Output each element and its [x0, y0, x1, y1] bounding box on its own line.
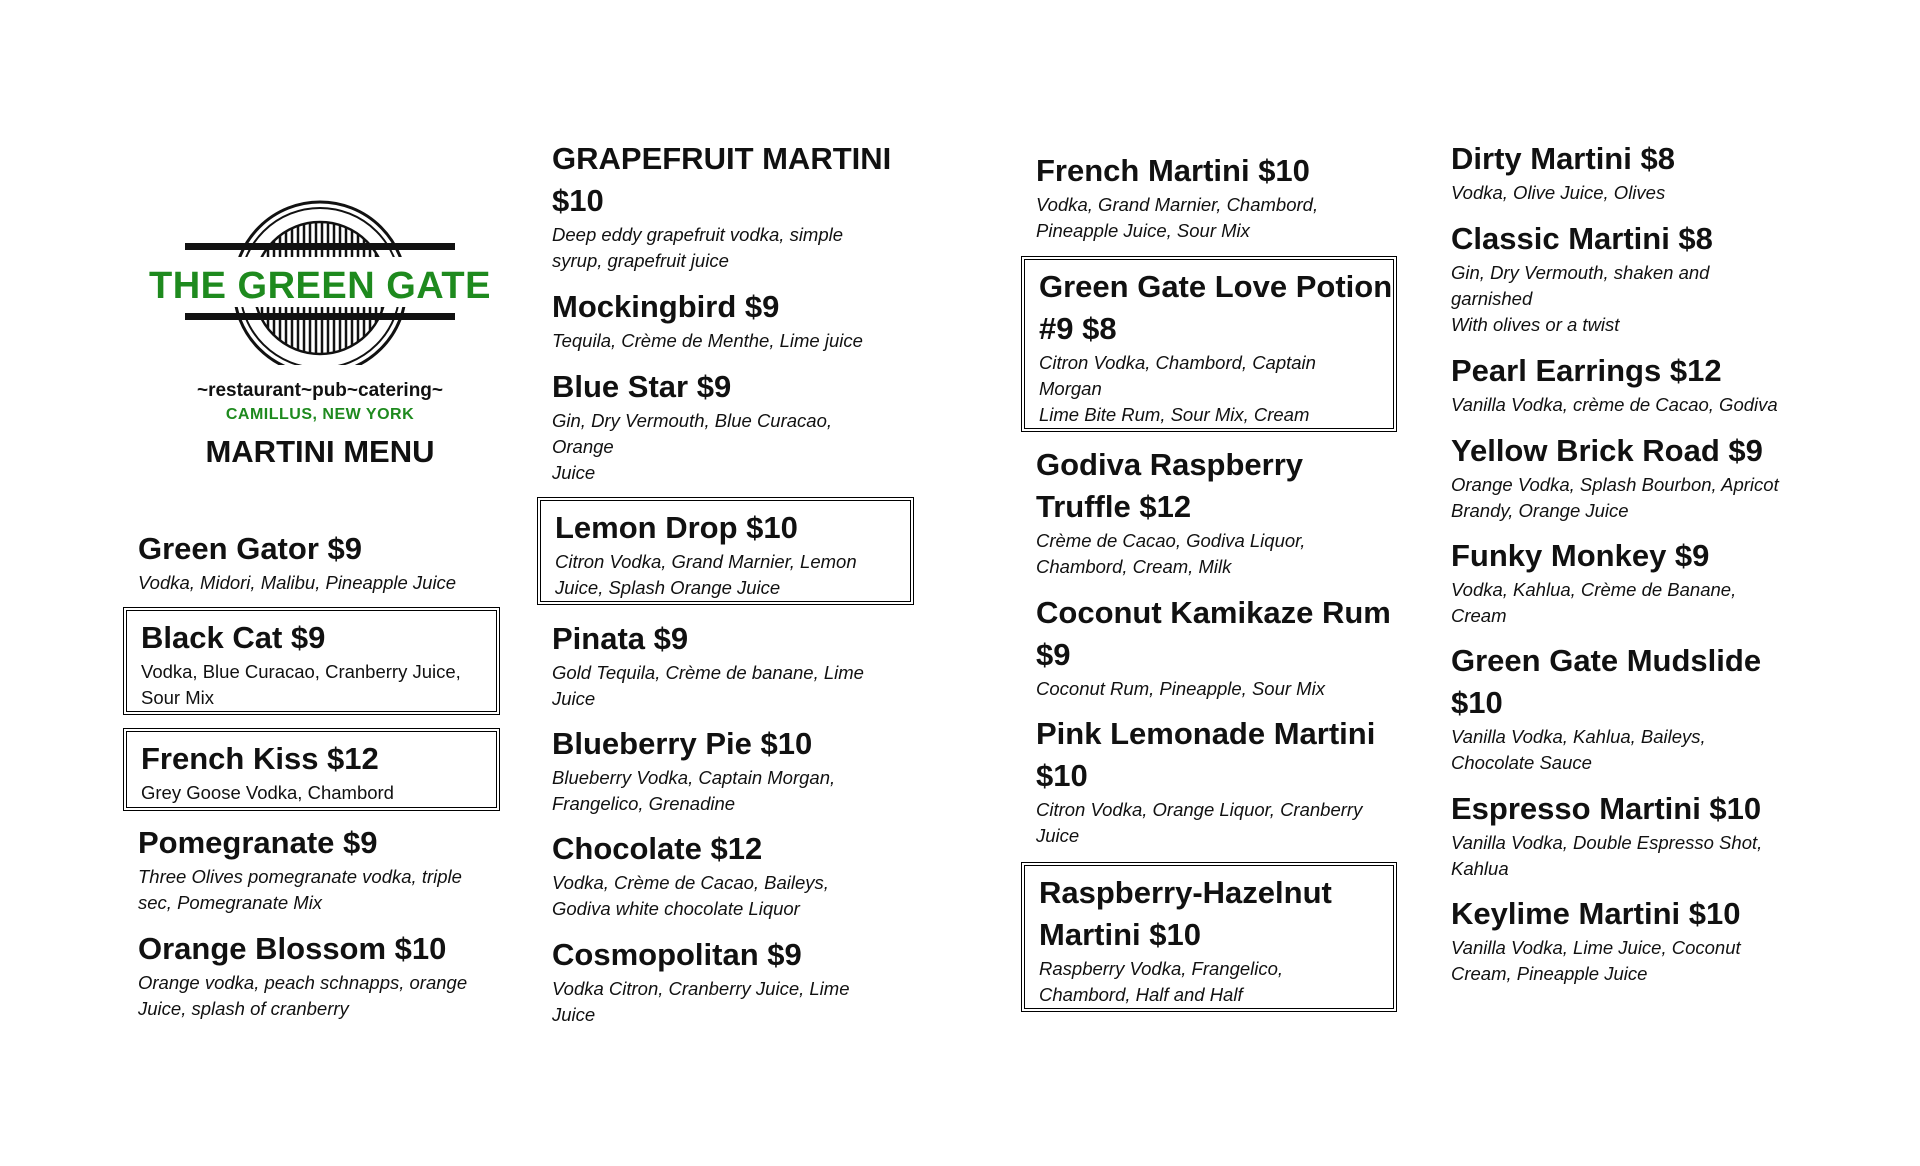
item-description: Tequila, Crème de Menthe, Lime juice	[552, 330, 863, 351]
item-description: Vodka Citron, Cranberry Juice, Lime Juice	[552, 978, 850, 1025]
item-description: Gin, Dry Vermouth, shaken and garnished With olives or a twist	[1451, 262, 1710, 335]
item-name: Chocolate $12	[552, 831, 763, 866]
item-description: Gin, Dry Vermouth, Blue Curacao, Orange Juice	[552, 410, 833, 483]
item-description: Coconut Rum, Pineapple, Sour Mix	[1036, 678, 1325, 699]
menu-item-pink-lemonade-martini	[1036, 713, 1406, 849]
menu-item-green-gator	[138, 528, 498, 596]
item-description: Deep eddy grapefruit vodka, simple syrup, grapefruit juice	[552, 224, 844, 271]
menu-item-lemon-drop	[537, 497, 914, 605]
menu-item-grapefruit-martini	[552, 138, 912, 274]
item-name: Green Gate Mudslide $10	[1451, 643, 1762, 720]
menu-item-coconut-kamikaze-rum	[1036, 592, 1406, 702]
menu-item-love-potion	[1021, 256, 1397, 432]
item-name: Pink Lemonade Martini $10	[1036, 716, 1376, 793]
item-name: Coconut Kamikaze Rum $9	[1036, 595, 1391, 672]
menu-item-godiva-raspberry-truffle	[1036, 444, 1406, 580]
item-description: Vodka, Grand Marnier, Chambord, Pineapple Juice, Sour Mix	[1036, 194, 1319, 241]
menu-title: MARTINI MENU	[205, 434, 435, 469]
item-description: Citron Vodka, Chambord, Captain Morgan Lime Bite Rum, Sour Mix, Cream	[1039, 352, 1316, 425]
menu-item-raspberry-hazelnut-martini	[1021, 862, 1397, 1012]
item-description: Vanilla Vodka, crème de Cacao, Godiva	[1451, 394, 1778, 415]
menu-item-cosmopolitan	[552, 934, 912, 1028]
item-description: Grey Goose Vodka, Chambord	[141, 782, 394, 803]
menu-item-french-martini	[1036, 150, 1406, 244]
menu-item-dirty-martini	[1451, 138, 1851, 206]
menu-item-classic-martini	[1451, 218, 1851, 338]
item-name: GRAPEFRUIT MARTINI $10	[552, 141, 892, 218]
item-name: Green Gator $9	[138, 531, 362, 566]
item-description: Crème de Cacao, Godiva Liquor, Chambord, Cream, Milk	[1036, 530, 1306, 577]
menu-item-espresso-martini	[1451, 788, 1851, 882]
item-description: Vanilla Vodka, Double Espresso Shot, Kahlua	[1451, 832, 1763, 879]
item-description: Vodka, Crème de Cacao, Baileys, Godiva white chocolate Liquor	[552, 872, 829, 919]
item-description: Vodka, Olive Juice, Olives	[1451, 182, 1666, 203]
menu-item-funky-monkey	[1451, 535, 1851, 629]
logo	[140, 195, 500, 365]
item-name: Pomegranate $9	[138, 825, 378, 860]
item-name: Funky Monkey $9	[1451, 538, 1710, 573]
item-description: Citron Vodka, Grand Marnier, Lemon Juice, Splash Orange Juice	[555, 551, 857, 598]
menu-item-black-cat	[123, 607, 500, 715]
item-name: Pearl Earrings $12	[1451, 353, 1722, 388]
item-description: Three Olives pomegranate vodka, triple sec, Pomegranate Mix	[138, 866, 462, 913]
menu-item-pomegranate	[138, 822, 498, 916]
item-description: Citron Vodka, Orange Liquor, Cranberry Juice	[1036, 799, 1363, 846]
item-name: Classic Martini $8	[1451, 221, 1713, 256]
item-name: Espresso Martini $10	[1451, 791, 1762, 826]
menu-item-keylime-martini	[1451, 893, 1851, 987]
item-description: Orange vodka, peach schnapps, orange Juice, splash of cranberry	[138, 972, 468, 1019]
menu-item-blue-star	[552, 366, 912, 486]
menu-item-yellow-brick-road	[1451, 430, 1851, 524]
menu-item-pearl-earrings	[1451, 350, 1851, 418]
item-description: Vanilla Vodka, Lime Juice, Coconut Cream, Pineapple Juice	[1451, 937, 1741, 984]
item-name: Godiva Raspberry Truffle $12	[1036, 447, 1304, 524]
item-description: Blueberry Vodka, Captain Morgan, Frangelico, Grenadine	[552, 767, 836, 814]
item-name: Lemon Drop $10	[555, 510, 798, 545]
item-description: Raspberry Vodka, Frangelico, Chambord, Half and Half	[1039, 958, 1284, 1005]
item-name: Green Gate Love Potion #9 $8	[1039, 269, 1393, 346]
item-description: Gold Tequila, Crème de banane, Lime Juice	[552, 662, 864, 709]
item-name: Black Cat $9	[141, 620, 326, 655]
item-name: Dirty Martini $8	[1451, 141, 1675, 176]
item-name: Mockingbird $9	[552, 289, 780, 324]
menu-item-french-kiss	[123, 728, 500, 811]
menu-item-mockingbird	[552, 286, 912, 354]
menu-item-blueberry-pie	[552, 723, 912, 817]
item-name: Raspberry-Hazelnut Martini $10	[1039, 875, 1332, 952]
item-description: Vodka, Blue Curacao, Cranberry Juice, Sour Mix	[141, 661, 461, 708]
item-name: French Martini $10	[1036, 153, 1310, 188]
item-description: Vodka, Midori, Malibu, Pineapple Juice	[138, 572, 457, 593]
menu-item-green-gate-mudslide	[1451, 640, 1851, 776]
logo-text: THE GREEN GATE	[149, 265, 491, 307]
menu-item-orange-blossom	[138, 928, 498, 1022]
logo-tagline: ~restaurant~pub~catering~	[196, 380, 444, 401]
logo-location: CAMILLUS, NEW YORK	[225, 406, 415, 423]
gate-emblem-icon	[140, 195, 500, 365]
menu-item-pinata	[552, 618, 912, 712]
item-name: Yellow Brick Road $9	[1451, 433, 1763, 468]
item-name: Keylime Martini $10	[1451, 896, 1741, 931]
menu-item-chocolate	[552, 828, 912, 922]
item-name: Cosmopolitan $9	[552, 937, 802, 972]
item-name: Blue Star $9	[552, 369, 732, 404]
item-name: Pinata $9	[552, 621, 689, 656]
item-description: Vodka, Kahlua, Crème de Banane, Cream	[1451, 579, 1737, 626]
item-description: Orange Vodka, Splash Bourbon, Apricot Brandy, Orange Juice	[1451, 474, 1779, 521]
item-name: Orange Blossom $10	[138, 931, 447, 966]
item-name: French Kiss $12	[141, 741, 379, 776]
item-name: Blueberry Pie $10	[552, 726, 813, 761]
item-description: Vanilla Vodka, Kahlua, Baileys, Chocolate Sauce	[1451, 726, 1706, 773]
